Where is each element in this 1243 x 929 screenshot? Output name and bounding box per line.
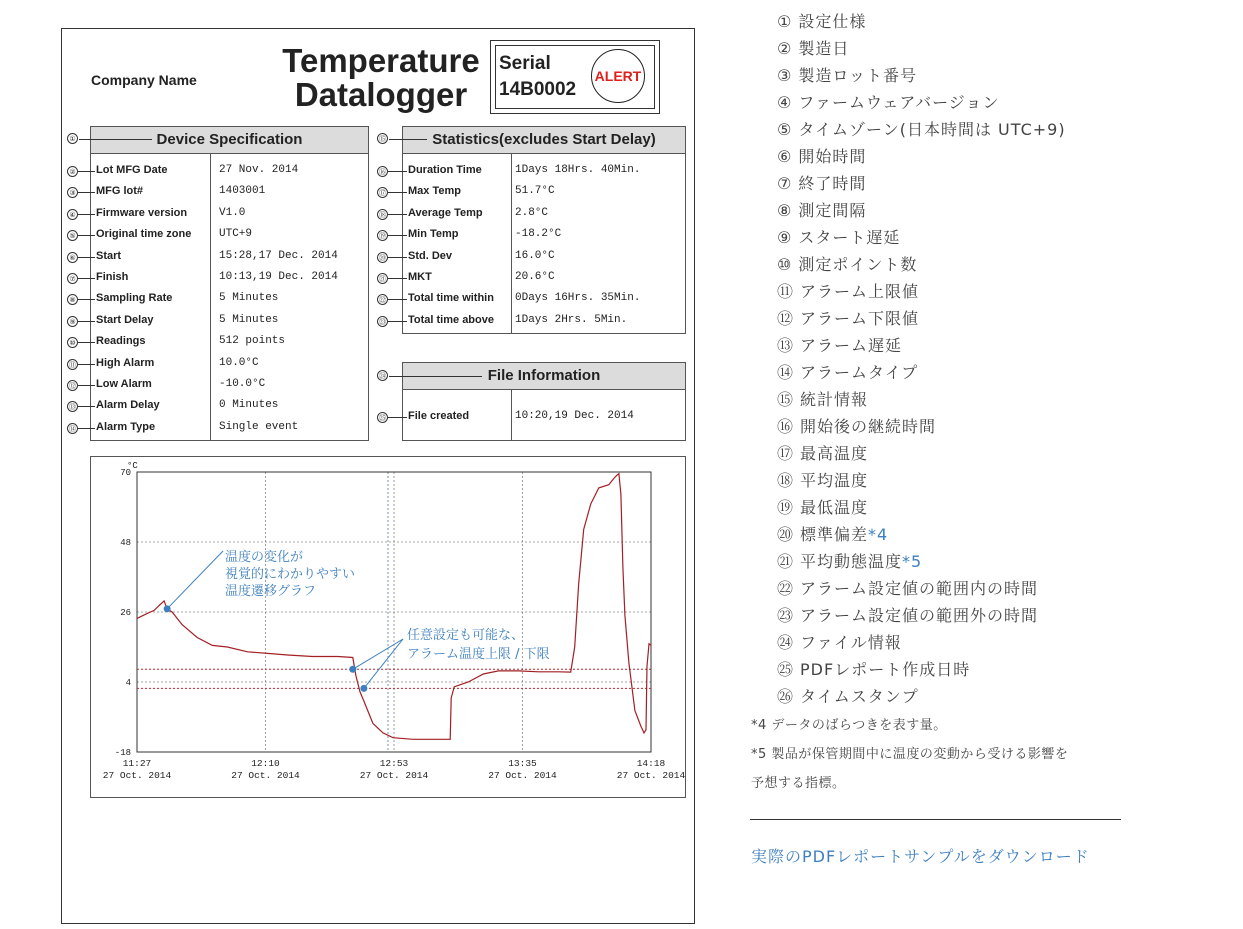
row-marker: ㉓ xyxy=(379,317,386,326)
row-label: Low Alarm xyxy=(96,378,152,390)
legend-text: アラーム遅延 xyxy=(800,336,903,355)
annotation-dot xyxy=(360,685,367,692)
temperature-chart-svg xyxy=(91,457,687,799)
leader-line xyxy=(78,278,95,279)
leader-line xyxy=(78,428,95,429)
legend-marker: ② xyxy=(777,39,793,58)
annotation-dot xyxy=(349,666,356,673)
row-marker: ⑰ xyxy=(379,189,386,198)
leader-line xyxy=(388,299,407,300)
legend-item xyxy=(777,252,917,275)
row-value: 10:13,19 Dec. 2014 xyxy=(219,271,338,283)
row-marker: ㉒ xyxy=(379,296,386,305)
y-tick-label: 4 xyxy=(125,678,131,688)
statistics-title: Statistics(excludes Start Delay) xyxy=(403,127,685,154)
row-marker: ⑨ xyxy=(67,316,78,327)
row-label: Sampling Rate xyxy=(96,292,173,305)
legend-marker: ㉓ xyxy=(777,606,795,625)
legend-marker: ⑬ xyxy=(777,336,795,355)
row-value: 512 points xyxy=(219,335,286,348)
legend-text: アラーム上限値 xyxy=(800,282,920,301)
legend-text: ファームウェアバージョン xyxy=(798,93,1000,112)
row-marker: ⑩ xyxy=(67,337,78,348)
legend-text: アラームタイプ xyxy=(800,363,919,382)
legend-item xyxy=(777,90,999,113)
serial-box xyxy=(490,40,660,114)
row-value: 51.7°C xyxy=(515,185,555,198)
row-label: Finish xyxy=(96,271,129,283)
row-value: 10.0°C xyxy=(219,356,259,369)
row-marker: ⑭ xyxy=(69,424,76,433)
row-value: 2.8°C xyxy=(515,206,549,219)
legend-text: タイムゾーン(日本時間は UTC+9) xyxy=(798,120,1066,139)
legend-item xyxy=(777,333,902,356)
x-tick-time: 12:10 xyxy=(251,758,280,769)
footnote-5-line-1: *5 製品が保管期間中に温度の変動から受ける影響を xyxy=(751,747,1069,762)
legend-marker: ㉕ xyxy=(777,660,795,679)
row-label: Original time zone xyxy=(96,228,192,241)
serial-number: 14B0002 xyxy=(499,79,577,100)
row-value: -18.2°C xyxy=(515,228,562,241)
legend-marker: ③ xyxy=(777,66,793,85)
legend-text: PDFレポート作成日時 xyxy=(800,660,971,679)
x-tick-time: 14:18 xyxy=(636,758,666,769)
x-tick-time: 11:27 xyxy=(122,758,152,769)
leader-line xyxy=(388,257,407,258)
legend-item xyxy=(777,468,868,491)
legend-text: 設定仕様 xyxy=(798,12,867,31)
row-marker: ③ xyxy=(67,187,78,198)
row-label: Firmware version xyxy=(96,206,188,219)
y-axis-unit: °C xyxy=(127,461,138,471)
row-label: Alarm Type xyxy=(96,420,156,433)
divider-line xyxy=(750,819,1121,820)
row-value: 10:20,19 Dec. 2014 xyxy=(515,410,634,422)
row-marker: ⑧ xyxy=(67,294,78,305)
legend-marker: ④ xyxy=(777,93,793,112)
annotation-leader xyxy=(353,639,403,669)
row-value: 16.0°C xyxy=(515,249,555,262)
legend-item xyxy=(777,657,970,680)
leader-line xyxy=(388,214,407,215)
row-value: 0Days 16Hrs. 35Min. xyxy=(515,292,641,305)
legend-text: 開始後の継続時間 xyxy=(800,417,937,436)
leader-line xyxy=(388,278,407,279)
legend-text: 平均動態温度 xyxy=(800,552,903,571)
row-marker: ⑯ xyxy=(379,168,386,176)
legend-item xyxy=(777,630,902,653)
leader-line xyxy=(78,257,95,258)
annotation-text: 温度の変化が xyxy=(225,550,304,565)
row-marker: ② xyxy=(67,166,78,177)
row-value: 1Days 2Hrs. 5Min. xyxy=(515,313,628,326)
row-label: MKT xyxy=(408,271,432,283)
x-tick-time: 13:35 xyxy=(508,758,537,769)
y-tick-label: 70 xyxy=(120,468,131,478)
row-label: File created xyxy=(408,410,470,422)
row-value: -10.0°C xyxy=(219,378,266,390)
leader-line xyxy=(78,192,95,193)
row-marker: ⑫ xyxy=(69,382,76,390)
footnote-4: *4 データのばらつきを表す量。 xyxy=(751,718,947,733)
row-marker: ⑦ xyxy=(67,273,78,284)
row-label: Alarm Delay xyxy=(96,399,160,412)
section-marker: ⑮ xyxy=(379,135,386,143)
leader-line xyxy=(388,417,407,418)
legend-marker: ⑰ xyxy=(777,444,795,463)
legend-item xyxy=(777,360,918,383)
row-label: High Alarm xyxy=(96,356,155,369)
legend-item xyxy=(777,414,936,437)
leader-line xyxy=(389,139,427,140)
legend-marker: ⑱ xyxy=(777,471,795,490)
row-marker: ⑳ xyxy=(379,253,386,262)
row-value: V1.0 xyxy=(219,206,246,219)
legend-item xyxy=(777,576,1038,599)
row-value: 27 Nov. 2014 xyxy=(219,164,299,176)
row-marker: ㉑ xyxy=(379,275,386,283)
legend-text: タイムスタンプ xyxy=(800,687,919,706)
row-label: Start Delay xyxy=(96,313,154,326)
row-value: 0 Minutes xyxy=(219,399,279,412)
file-info-panel xyxy=(402,362,686,441)
y-tick-label: 26 xyxy=(120,608,131,618)
temperature-chart xyxy=(90,456,686,798)
row-label: Min Temp xyxy=(408,228,459,241)
legend-item xyxy=(777,9,866,32)
leader-line xyxy=(78,235,95,236)
legend-marker: ㉖ xyxy=(777,687,795,706)
row-value: 20.6°C xyxy=(515,271,555,283)
legend-item xyxy=(777,441,868,464)
x-tick-date: 27 Oct. 2014 xyxy=(488,770,557,781)
legend-marker: ⑮ xyxy=(777,390,795,409)
legend-text: 開始時間 xyxy=(798,147,867,166)
annotation-text: 視覚的にわかりやすい xyxy=(225,567,356,582)
legend-footnote-ref: *5 xyxy=(902,552,923,571)
row-label: Max Temp xyxy=(408,185,461,198)
leader-line xyxy=(388,192,407,193)
x-tick-date: 27 Oct. 2014 xyxy=(231,770,300,781)
legend-text: ファイル情報 xyxy=(800,633,902,652)
leader-line xyxy=(389,376,482,377)
legend-marker: ⑥ xyxy=(777,147,793,166)
row-value: 1403001 xyxy=(219,185,266,198)
legend-marker: ⑩ xyxy=(777,255,793,274)
leader-line xyxy=(78,171,95,172)
row-marker: ④ xyxy=(67,209,78,220)
row-marker: ⑲ xyxy=(379,232,386,241)
leader-line xyxy=(388,321,407,322)
legend-marker: ㉒ xyxy=(777,579,795,598)
legend-item xyxy=(777,603,1038,626)
row-label: Total time above xyxy=(408,313,494,326)
legend-text: 終了時間 xyxy=(798,174,867,193)
leader-line xyxy=(78,364,95,365)
footnote-5-line-2: 予想する指標。 xyxy=(751,776,846,791)
row-label: MFG lot# xyxy=(96,185,144,198)
file-info-divider xyxy=(511,389,512,440)
leader-line xyxy=(388,171,407,172)
x-tick-date: 27 Oct. 2014 xyxy=(359,770,429,781)
annotation-leader xyxy=(364,639,403,688)
row-label: Total time within xyxy=(408,292,494,305)
row-label: Readings xyxy=(96,335,146,348)
legend-text: 製造日 xyxy=(798,39,850,58)
row-marker: ⑥ xyxy=(67,252,78,263)
legend-marker: ⑧ xyxy=(777,201,793,220)
row-value: UTC+9 xyxy=(219,228,253,241)
section-marker: ㉔ xyxy=(379,372,386,380)
legend-text: 測定間隔 xyxy=(798,201,867,220)
legend-item xyxy=(777,225,900,248)
leader-line xyxy=(388,235,407,236)
file-info-title: File Information xyxy=(403,363,685,390)
legend-marker: ⑪ xyxy=(777,282,795,301)
annotation-text: アラーム温度上限 / 下限 xyxy=(407,647,550,662)
leader-line xyxy=(78,214,95,215)
legend-item xyxy=(777,522,888,545)
legend-marker: ⑭ xyxy=(777,363,795,382)
row-label: Duration Time xyxy=(408,164,482,176)
leader-line xyxy=(78,406,95,407)
legend-item xyxy=(777,36,849,59)
legend-marker: ⑫ xyxy=(777,309,795,328)
legend-text: アラーム設定値の範囲外の時間 xyxy=(800,606,1039,625)
section-marker: ① xyxy=(67,133,78,144)
annotation-leader xyxy=(167,551,223,609)
legend-item xyxy=(777,684,919,707)
x-tick-time: 12:53 xyxy=(379,758,409,769)
serial-label: Serial xyxy=(499,53,551,74)
legend-marker: ① xyxy=(777,12,793,31)
annotation-text: 温度遷移グラフ xyxy=(225,584,317,599)
row-label: Average Temp xyxy=(408,206,483,219)
legend-item xyxy=(777,279,919,302)
leader-line xyxy=(78,299,95,300)
row-value: 5 Minutes xyxy=(219,313,279,326)
title-line-1: Temperature xyxy=(282,42,480,79)
legend-item xyxy=(777,117,1066,140)
device-spec-divider xyxy=(210,153,211,440)
legend-text: 統計情報 xyxy=(800,390,869,409)
legend-marker: ㉔ xyxy=(777,633,795,652)
legend-marker: ⑲ xyxy=(777,498,795,517)
row-marker: ⑪ xyxy=(69,360,76,369)
legend-item xyxy=(777,306,919,329)
report-title xyxy=(276,44,486,112)
row-value: 1Days 18Hrs. 40Min. xyxy=(515,164,641,176)
legend-item xyxy=(777,198,866,221)
download-pdf-link[interactable]: 実際のPDFレポートサンプルをダウンロード xyxy=(751,847,1090,866)
legend-text: アラーム設定値の範囲内の時間 xyxy=(800,579,1039,598)
row-marker: ⑤ xyxy=(67,230,78,241)
x-tick-date: 27 Oct. 2014 xyxy=(616,770,686,781)
legend-marker: ⑳ xyxy=(777,525,795,544)
annotation-dot xyxy=(164,605,171,612)
y-tick-label: 48 xyxy=(120,538,131,548)
row-value: 5 Minutes xyxy=(219,292,279,305)
legend-item xyxy=(777,63,917,86)
legend-text: スタート遅延 xyxy=(798,228,901,247)
leader-line xyxy=(78,342,95,343)
legend-item xyxy=(777,144,866,167)
device-spec-title: Device Specification xyxy=(91,127,368,154)
row-value: 15:28,17 Dec. 2014 xyxy=(219,249,338,262)
leader-line xyxy=(78,321,95,322)
row-label: Lot MFG Date xyxy=(96,164,168,176)
company-name: Company Name xyxy=(91,72,197,88)
legend-marker: ⑦ xyxy=(777,174,793,193)
legend-footnote-ref: *4 xyxy=(868,525,889,544)
legend-text: アラーム下限値 xyxy=(800,309,920,328)
annotation-text: 任意設定も可能な、 xyxy=(407,628,525,643)
leader-line xyxy=(78,385,95,386)
row-label: Start xyxy=(96,249,122,262)
alert-badge: ALERT xyxy=(591,49,645,103)
row-value: Single event xyxy=(219,420,299,433)
row-marker: ⑬ xyxy=(69,403,76,412)
legend-text: 最低温度 xyxy=(800,498,869,517)
legend-text: 測定ポイント数 xyxy=(798,255,918,274)
title-line-2: Datalogger xyxy=(294,76,468,113)
row-marker: ⑱ xyxy=(379,210,386,219)
x-tick-date: 27 Oct. 2014 xyxy=(102,770,172,781)
legend-marker: ⑤ xyxy=(777,120,793,139)
row-label: Std. Dev xyxy=(408,249,453,262)
legend-text: 標準偏差 xyxy=(800,525,869,544)
legend-text: 平均温度 xyxy=(800,471,869,490)
legend-marker: ⑨ xyxy=(777,228,793,247)
legend-item xyxy=(777,549,922,572)
legend-item xyxy=(777,171,866,194)
legend-marker: ㉑ xyxy=(777,552,795,571)
row-marker: ㉕ xyxy=(379,414,386,422)
legend-item xyxy=(777,387,868,410)
legend-marker: ⑯ xyxy=(777,417,795,436)
legend-item xyxy=(777,495,868,518)
statistics-divider xyxy=(511,153,512,333)
legend-text: 最高温度 xyxy=(800,444,869,463)
legend-text: 製造ロット番号 xyxy=(798,66,918,85)
y-tick-label: -18 xyxy=(114,748,131,758)
leader-line xyxy=(79,139,152,140)
